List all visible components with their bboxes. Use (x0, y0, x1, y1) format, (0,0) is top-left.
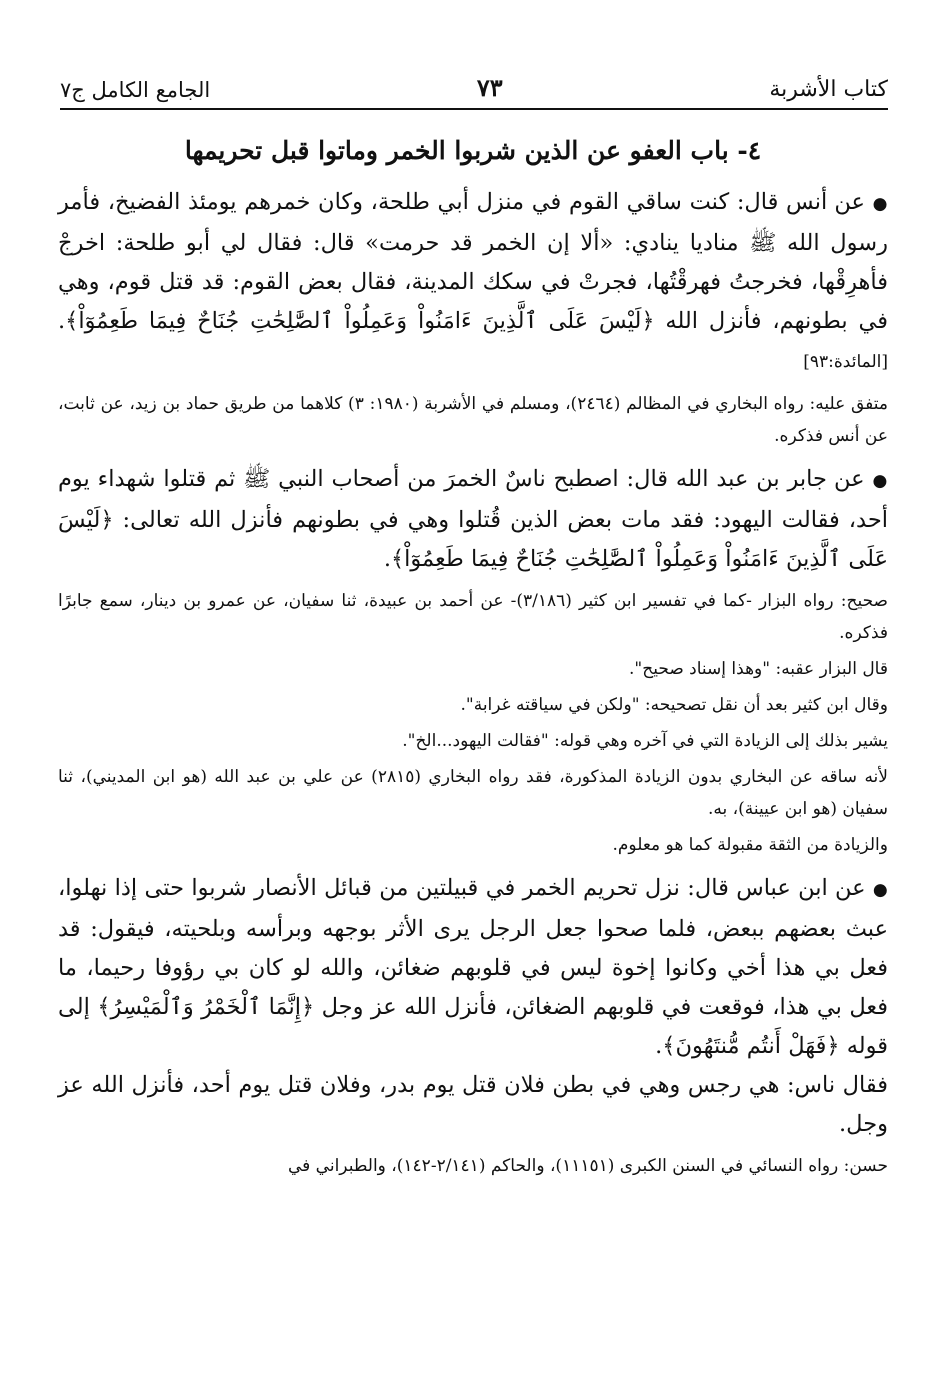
hadith-continuation: فقال ناس: هي رجس وهي في بطن فلان قتل يوم بدر، وفلان قتل يوم أحد، فأنزل الله عز وجل. (58, 1072, 888, 1137)
hadith-text (58, 869, 888, 1066)
chapter-title: كتاب الأشربة (769, 77, 888, 102)
hadith-body: عن جابر بن عبد الله قال: اصطبح ناسٌ الخمرَ من أصحاب النبي ﷺ ثم قتلوا شهداء يوم أحد، فقالت اليهود: فقد مات بعض الذين قُتلوا وهي في بطونهم فأنزل الله تعالى: ﴿لَيْسَ عَلَى ٱلَّذِينَ ءَامَنُواْ وَعَمِلُواْ ٱلصَّٰلِحَٰتِ جُنَاحٌ فِيمَا طَعِمُوٓاْ﴾. (58, 466, 888, 572)
takhrij-note: متفق عليه: رواه البخاري في المظالم (٢٤٦٤)، ومسلم في الأشربة (١٩٨٠: ٣) كلاهما من طريق حماد بن زيد، عن ثابت، عن أنس فذكره. (58, 394, 888, 446)
header-rule (60, 108, 888, 110)
commentary-line: يشير بذلك إلى الزيادة التي في آخره وهي قوله: "فقالت اليهود...الخ". (402, 731, 888, 751)
takhrij-note: صحيح: رواه البزار -كما في تفسير ابن كثير (٣/١٨٦)- عن أحمد بن عبيدة، ثنا سفيان، عن عمرو بن دينار، سمع جابرًا فذكره. (58, 591, 888, 643)
section-title: ٤- باب العفو عن الذين شربوا الخمر وماتوا قبل تحريمها (184, 136, 762, 165)
page-header (60, 66, 888, 102)
page-body (58, 128, 888, 1182)
spacer (58, 861, 888, 869)
commentary-line: والزيادة من الثقة مقبولة كما هو معلوم. (612, 835, 888, 855)
hadith-text (58, 183, 888, 382)
commentary-line: وقال ابن كثير بعد أن نقل تصحيحه: "ولكن في سياقته غرابة". (460, 695, 888, 715)
bullet-icon: ● (872, 194, 888, 214)
spacer (58, 452, 888, 460)
takhrij-note: حسن: رواه النسائي في السنن الكبرى (١١١٥١)، والحاكم (٢/١٤١-١٤٢)، والطبراني في (287, 1156, 888, 1176)
commentary-line: قال البزار عقبه: "وهذا إسناد صحيح". (629, 659, 888, 679)
quran-reference: [المائدة:٩٣] (803, 352, 888, 372)
bullet-icon: ● (872, 880, 888, 900)
commentary-line: لأنه ساقه عن البخاري بدون الزيادة المذكورة، فقد رواه البخاري (٢٨١٥) عن علي بن عبد الله (هو ابن المديني)، ثنا سفيان (هو ابن عيينة)، به. (58, 767, 888, 819)
hadith-text (58, 460, 888, 579)
bullet-icon: ● (872, 471, 888, 491)
page-number: ٧٣ (476, 73, 503, 102)
hadith-body: عن أنس قال: كنت ساقي القوم في منزل أبي طلحة، وكان خمرهم يومئذ الفضيخ، فأمر رسول الله ﷺ مناديا ينادي: «ألا إن الخمر قد حرمت» قال: فقال لي أبو طلحة: اخرجْ فأهرِقْها، فخرجتُ فهرقْتُها، فجرتْ في سكك المدينة، فقال بعض القوم: قد قتل قوم، وهي في بطونهم، فأنزل الله ﴿لَيْسَ عَلَى ٱلَّذِينَ ءَامَنُواْ وَعَمِلُواْ ٱلصَّٰلِحَٰتِ جُنَاحٌ فِيمَا طَعِمُوٓاْ﴾. (58, 189, 888, 334)
book-title: الجامع الكامل ج٧ (60, 78, 211, 102)
hadith-body: عن ابن عباس قال: نزل تحريم الخمر في قبيلتين من قبائل الأنصار شربوا حتى إذا نهلوا، عبث بعضهم ببعض، فلما صحوا جعل الرجل يرى الأثر بوجهه وبرأسه وبلحيته، فيقول: قد فعل بي هذا أخي وكانوا إخوة ليس في قلوبهم ضغائن، والله لو كان بي رؤوفا رحيما، ما فعل بي هذا، فوقعت في قلوبهم الضغائن، فأنزل الله عز وجل ﴿إِنَّمَا ٱلْخَمْرُ وَٱلْمَيْسِرُ﴾ إلى قوله ﴿فَهَلْ أَنتُم مُّنتَهُونَ﴾. (58, 875, 888, 1059)
